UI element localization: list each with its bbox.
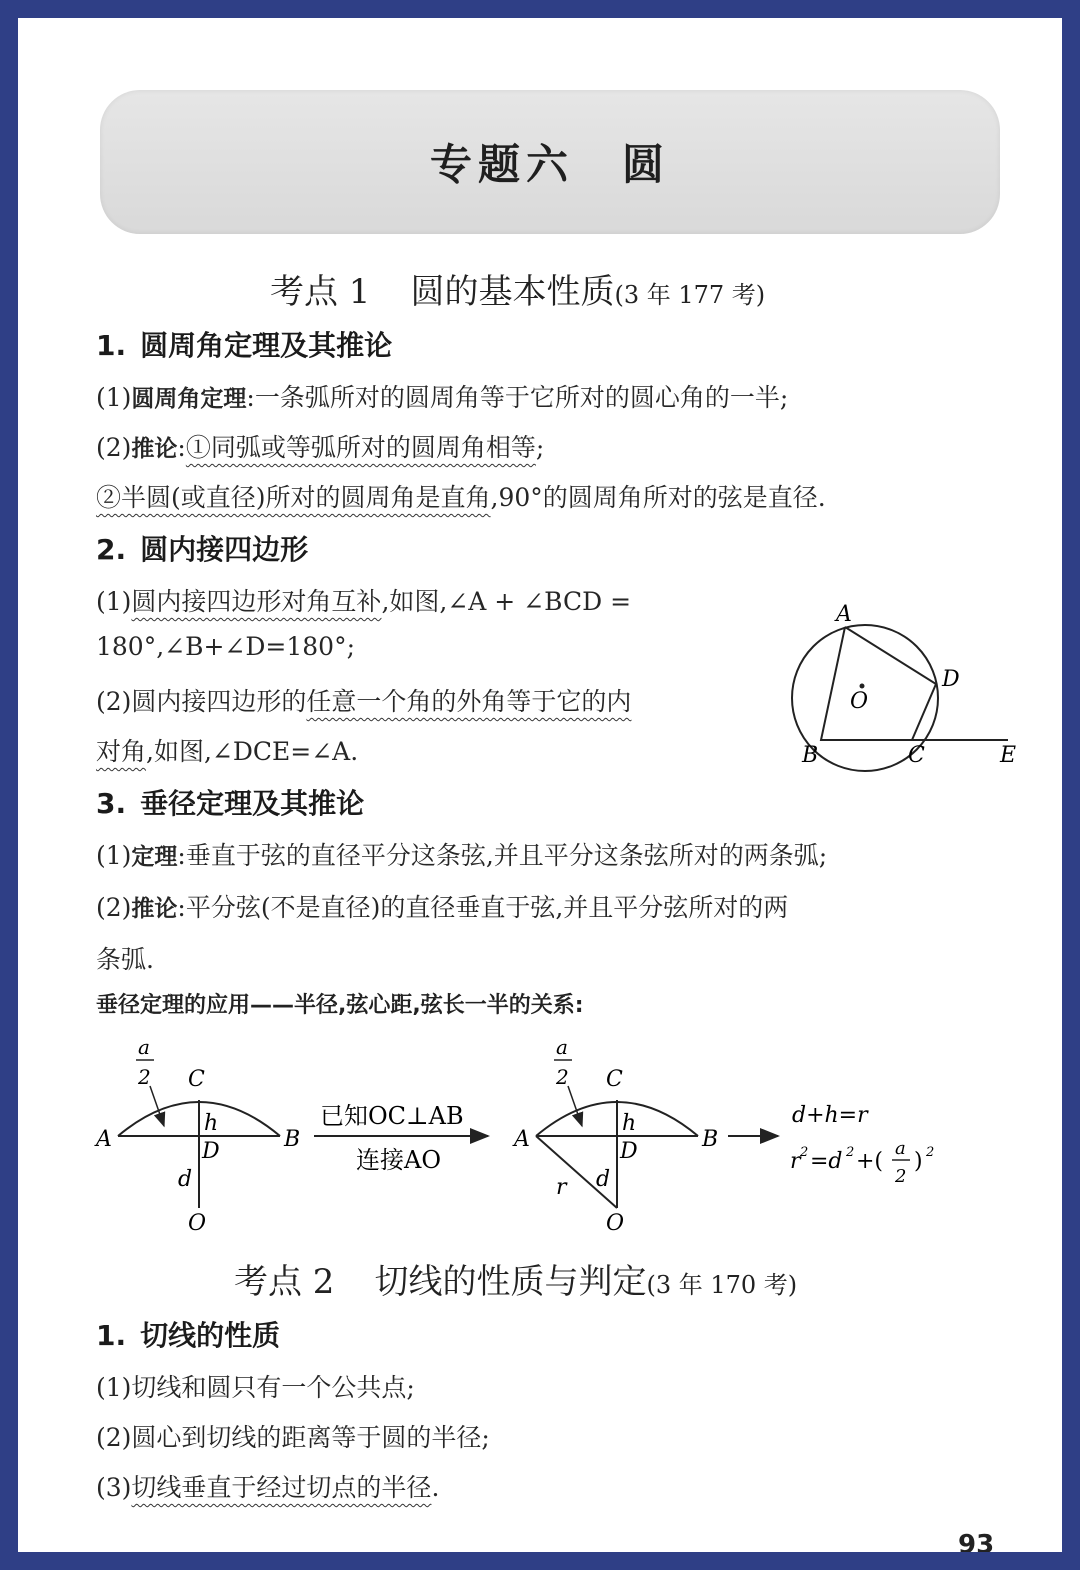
kaodian-1-heading: [270, 264, 765, 313]
s1-l2-end: ;: [535, 433, 545, 462]
s3-l2-prefix: (2): [96, 893, 132, 922]
eq2-frac-2: 2: [895, 1166, 907, 1187]
eq2-frac-a: a: [895, 1138, 906, 1159]
label-o: O: [850, 689, 869, 714]
s2-l1-prefix: (1): [96, 587, 132, 616]
section-4-heading: [96, 1314, 280, 1354]
eq2-close: ): [914, 1149, 923, 1174]
chapter-banner: [100, 90, 1000, 234]
section-2-title: 圆内接四边形: [140, 533, 309, 566]
eq2-sup-1: 2: [800, 1145, 809, 1160]
s1-line-2: [96, 428, 544, 464]
left-label-c: C: [188, 1067, 205, 1092]
eq2-sup-2: 2: [846, 1145, 855, 1160]
equation-1: d+h=r: [792, 1103, 868, 1128]
page-number: 93: [958, 1530, 995, 1552]
s3-l1-term: 定理: [131, 844, 178, 870]
right-label-o: O: [606, 1211, 625, 1236]
section-3-title: 垂径定理及其推论: [140, 787, 365, 820]
s1-l3-text: ,90°的圆周角所对的弦是直径.: [490, 483, 826, 512]
eq2-plus: +(: [856, 1149, 884, 1174]
center-dot: [860, 684, 865, 689]
quadrilateral: [821, 627, 936, 740]
section-4-title: 切线的性质: [140, 1319, 281, 1352]
arrow-bottom-text: 连接AO: [356, 1146, 442, 1174]
kaodian-1-title: 圆的基本性质: [410, 272, 615, 312]
arrow-top-text: 已知OC⊥AB: [320, 1102, 464, 1130]
label-e: E: [1000, 743, 1017, 768]
section-2-heading: [96, 528, 308, 568]
chord-radius-diagram: [88, 1028, 988, 1238]
s2-l1-text: ,如图,∠A + ∠BCD =: [381, 587, 632, 616]
s2-l3-underlined: 任意一个角的外角等于它的内: [306, 687, 632, 716]
s3-line-2: [96, 888, 788, 924]
s1-l2-colon: :: [177, 433, 186, 462]
cyclic-quadrilateral-figure: [778, 578, 1038, 798]
right-label-2: 2: [556, 1065, 569, 1089]
eq2-r: r: [790, 1149, 801, 1174]
s4-line-3: [96, 1468, 439, 1504]
right-label-r: r: [556, 1175, 567, 1200]
s3-line-3: 条弧.: [96, 945, 154, 974]
eq2-mid: =d: [810, 1149, 843, 1174]
s3-l2-text: :平分弦(不是直径)的直径垂直于弦,并且平分弦所对的两: [177, 893, 789, 922]
left-pointer-arrow: [150, 1086, 164, 1126]
s4-l3-end: .: [431, 1473, 440, 1502]
chapter-title: 专题六 圆: [429, 140, 670, 189]
section-3-heading: [96, 782, 364, 822]
s2-l3-prefix: (2)圆内接四边形的: [96, 687, 307, 716]
left-label-a: a: [138, 1035, 150, 1059]
s2-line-2: 180°,∠B+∠D=180°;: [96, 632, 356, 661]
eq2-sup-3: 2: [926, 1145, 935, 1160]
section-3-number: 3.: [96, 787, 127, 820]
s1-l2-prefix: (2): [96, 433, 132, 462]
s3-l1-prefix: (1): [96, 841, 132, 870]
s4-line-1: (1)切线和圆只有一个公共点;: [96, 1373, 415, 1402]
s4-l3-underlined: 切线垂直于经过切点的半径: [131, 1473, 432, 1502]
s2-line-4: [96, 732, 358, 768]
s2-l4-text: ,如图,∠DCE=∠A.: [146, 737, 359, 766]
s4-l3-prefix: (3): [96, 1473, 132, 1502]
kaodian-2-heading: [234, 1254, 797, 1303]
application-heading: 垂径定理的应用——半径,弦心距,弦长一半的关系:: [96, 993, 584, 1018]
left-label-d: d: [178, 1167, 193, 1192]
section-1-heading: [96, 324, 392, 364]
s4-line-2: (2)圆心到切线的距离等于圆的半径;: [96, 1423, 490, 1452]
s2-line-3: [96, 682, 631, 718]
right-pointer-arrow: [568, 1086, 582, 1126]
s3-l1-text: :垂直于弦的直径平分这条弦,并且平分这条弦所对的两条弧;: [177, 841, 828, 870]
left-label-2: 2: [138, 1065, 151, 1089]
s2-line-1: [96, 582, 631, 618]
s1-l1-text: :一条弧所对的圆周角等于它所对的圆心角的一半;: [246, 383, 789, 412]
right-label-a-point: A: [514, 1127, 530, 1152]
section-2-number: 2.: [96, 533, 127, 566]
s1-line-1: [96, 378, 788, 414]
s2-l4-underlined: 对角: [96, 737, 147, 766]
left-label-d-point: D: [202, 1139, 220, 1164]
kaodian-1-stat: (3 年 177 考): [614, 281, 766, 309]
label-d: D: [942, 667, 960, 692]
kaodian-2-title: 切线的性质与判定: [374, 1262, 647, 1302]
section-1-title: 圆周角定理及其推论: [140, 329, 393, 362]
section-4-number: 1.: [96, 1319, 127, 1352]
s1-l2-term: 推论: [131, 436, 178, 462]
s1-l3-underlined: ②半圆(或直径)所对的圆周角是直角: [96, 483, 491, 512]
kaodian-2-stat: (3 年 170 考): [646, 1271, 798, 1299]
left-label-o: O: [188, 1211, 207, 1236]
right-label-d: d: [596, 1167, 611, 1192]
s1-l1-prefix: (1): [96, 383, 132, 412]
label-a: A: [836, 602, 852, 627]
s3-line-1: [96, 836, 827, 872]
label-b: B: [802, 743, 819, 768]
left-label-a-point: A: [96, 1127, 112, 1152]
right-label-d-point: D: [620, 1139, 638, 1164]
right-label-a: a: [556, 1035, 568, 1059]
page: [18, 18, 1062, 1552]
kaodian-1-number: 考点 1: [270, 272, 371, 312]
label-c: C: [908, 743, 925, 768]
right-label-h: h: [622, 1111, 637, 1136]
section-1-number: 1.: [96, 329, 127, 362]
right-label-c: C: [606, 1067, 623, 1092]
s1-l2-underlined: ①同弧或等弧所对的圆周角相等: [185, 433, 536, 462]
left-label-h: h: [204, 1111, 219, 1136]
s1-line-3: [96, 478, 826, 514]
s1-l1-term: 圆周角定理: [131, 386, 247, 412]
right-label-b: B: [702, 1127, 719, 1152]
left-label-b: B: [284, 1127, 301, 1152]
s2-l1-underlined: 圆内接四边形对角互补: [131, 587, 382, 616]
s3-l2-term: 推论: [131, 896, 178, 922]
kaodian-2-number: 考点 2: [234, 1262, 335, 1302]
